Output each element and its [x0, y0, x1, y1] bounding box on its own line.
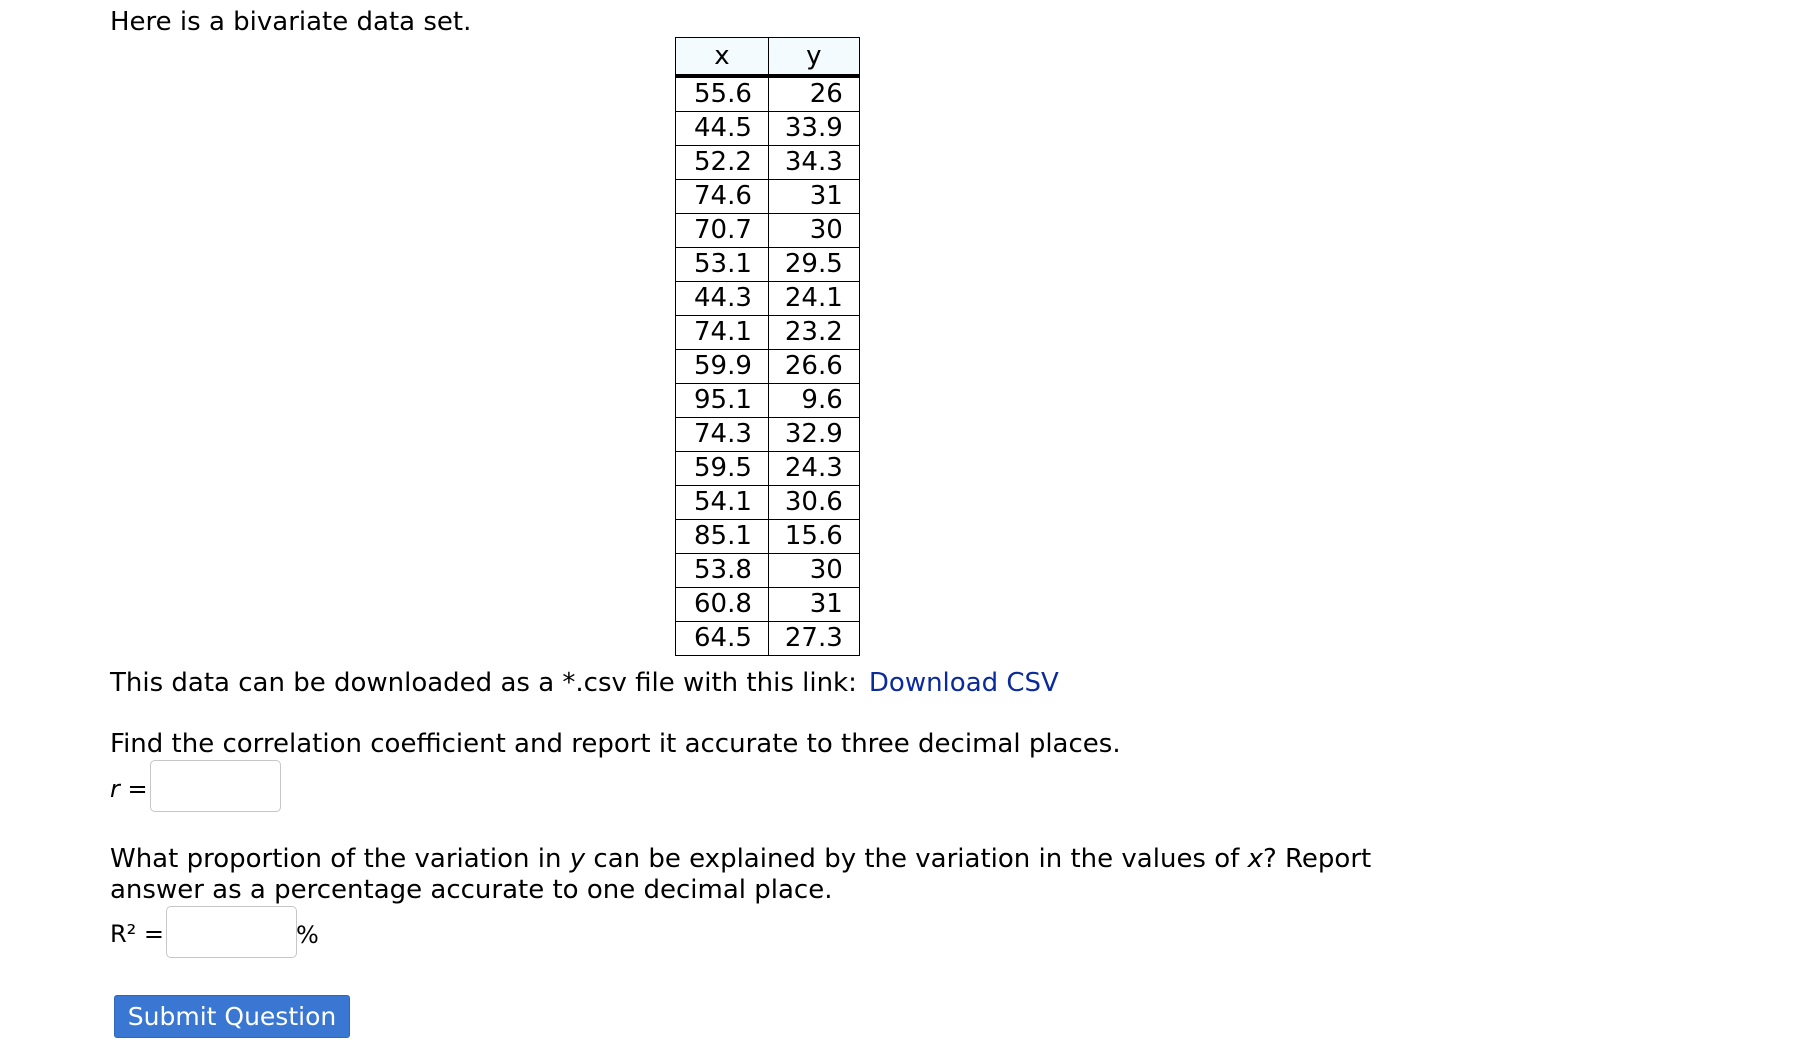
table-cell-x: 74.1 — [676, 316, 769, 350]
table-cell-x: 55.6 — [676, 76, 769, 112]
table-row — [676, 316, 860, 350]
table-cell-x: 52.2 — [676, 146, 769, 180]
table-row — [676, 350, 860, 384]
table-row — [676, 452, 860, 486]
question-2-text-c: ? Report answer as a percentage accurate to one decimal place. — [110, 844, 1372, 905]
question-2-text — [110, 844, 1410, 906]
table-body — [676, 76, 860, 656]
table-cell-y: 31 — [768, 180, 859, 214]
submit-question-button[interactable]: Submit Question — [114, 995, 350, 1038]
table-row — [676, 76, 860, 112]
table-cell-y: 23.2 — [768, 316, 859, 350]
download-csv-link[interactable]: Download CSV — [868, 668, 1059, 698]
table-cell-x: 44.3 — [676, 282, 769, 316]
table-row — [676, 282, 860, 316]
table-row — [676, 418, 860, 452]
question-2-text-b: can be explained by the variation in the values of — [585, 844, 1248, 874]
table-header-row — [676, 38, 860, 77]
csv-download-text: This data can be downloaded as a *.csv file with this link: — [110, 668, 857, 698]
r-squared-label: R² = — [110, 920, 165, 948]
table-cell-x: 85.1 — [676, 520, 769, 554]
table-cell-x: 74.6 — [676, 180, 769, 214]
r-variable: r — [110, 775, 120, 803]
table-row — [676, 214, 860, 248]
question-1-text: Find the correlation coefficient and report it accurate to three decimal places. — [110, 729, 1121, 759]
table-row — [676, 112, 860, 146]
table-cell-y: 9.6 — [768, 384, 859, 418]
table-row — [676, 180, 860, 214]
table-cell-y: 24.3 — [768, 452, 859, 486]
csv-download-line — [110, 666, 1059, 700]
question-2-var-y: y — [569, 844, 586, 874]
table-cell-y: 34.3 — [768, 146, 859, 180]
table-row — [676, 384, 860, 418]
r-label — [110, 772, 148, 806]
intro-text: Here is a bivariate data set. — [110, 7, 472, 37]
r-equals: = — [127, 775, 148, 803]
table-row — [676, 486, 860, 520]
column-header-y: y — [768, 38, 859, 77]
table-cell-y: 26 — [768, 76, 859, 112]
table-cell-y: 30 — [768, 554, 859, 588]
table-row — [676, 554, 860, 588]
table-cell-y: 30 — [768, 214, 859, 248]
table-cell-y: 32.9 — [768, 418, 859, 452]
table-cell-x: 95.1 — [676, 384, 769, 418]
table-row — [676, 248, 860, 282]
table-cell-x: 54.1 — [676, 486, 769, 520]
table-row — [676, 622, 860, 656]
r-squared-input[interactable] — [166, 906, 297, 958]
table-cell-x: 70.7 — [676, 214, 769, 248]
table-cell-x: 64.5 — [676, 622, 769, 656]
question-2-text-a: What proportion of the variation in — [110, 844, 570, 874]
table-cell-x: 44.5 — [676, 112, 769, 146]
table-cell-x: 60.8 — [676, 588, 769, 622]
table-cell-y: 31 — [768, 588, 859, 622]
table-cell-y: 24.1 — [768, 282, 859, 316]
table-cell-y: 33.9 — [768, 112, 859, 146]
table-cell-y: 29.5 — [768, 248, 859, 282]
table-row — [676, 146, 860, 180]
table-row — [676, 588, 860, 622]
table-cell-x: 59.9 — [676, 350, 769, 384]
table-cell-y: 27.3 — [768, 622, 859, 656]
table-cell-x: 59.5 — [676, 452, 769, 486]
column-header-x: x — [676, 38, 769, 77]
correlation-input[interactable] — [150, 760, 281, 812]
percent-unit: % — [296, 921, 319, 949]
table-row — [676, 520, 860, 554]
table-cell-y: 26.6 — [768, 350, 859, 384]
table-cell-x: 74.3 — [676, 418, 769, 452]
table-cell-x: 53.1 — [676, 248, 769, 282]
table-cell-x: 53.8 — [676, 554, 769, 588]
question-2-var-x: x — [1247, 844, 1263, 874]
table-cell-y: 15.6 — [768, 520, 859, 554]
data-table — [675, 37, 860, 656]
table-cell-y: 30.6 — [768, 486, 859, 520]
